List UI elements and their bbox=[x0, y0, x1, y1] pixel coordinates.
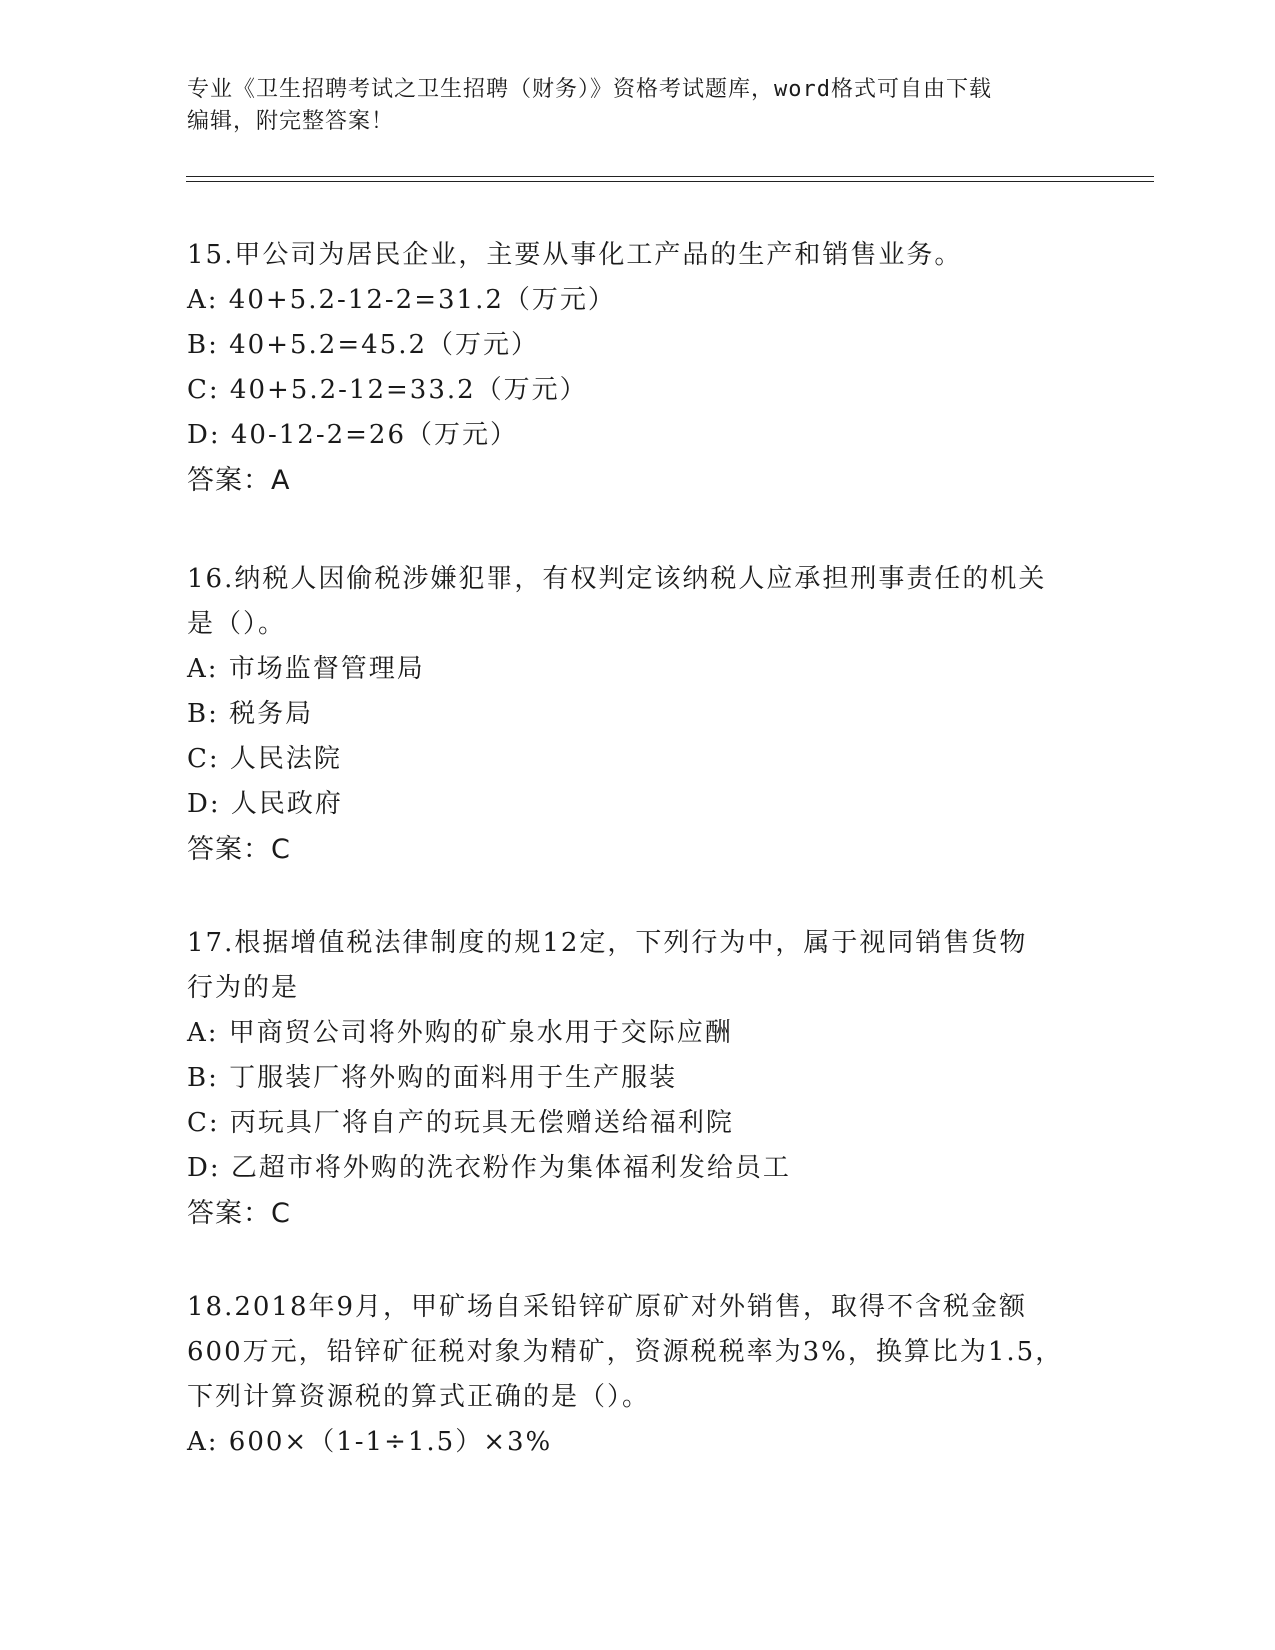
question-text: 16.纳税人因偷税涉嫌犯罪，有权判定该纳税人应承担刑事责任的机关 bbox=[187, 564, 1047, 594]
header-line-1: 专业《卫生招聘考试之卫生招聘（财务）》资格考试题库，word格式可自由下载 bbox=[187, 77, 992, 102]
header-line-2: 编辑，附完整答案！ bbox=[187, 109, 395, 134]
question-text-continued: 600万元，铅锌矿征税对象为精矿，资源税税率为3%，换算比为1.5， bbox=[187, 1337, 1064, 1367]
question-18 bbox=[187, 1285, 1087, 1465]
question-text-continued: 下列计算资源税的算式正确的是（）。 bbox=[187, 1382, 651, 1412]
option-b: B: 税务局 bbox=[187, 699, 314, 729]
option-b: B: 丁服装厂将外购的面料用于生产服装 bbox=[187, 1063, 678, 1093]
question-text: 15.甲公司为居民企业，主要从事化工产品的生产和销售业务。 bbox=[187, 240, 963, 270]
option-c: C: 40+5.2-12=33.2（万元） bbox=[187, 375, 588, 405]
question-text: 17.根据增值税法律制度的规12定，下列行为中，属于视同销售货物 bbox=[187, 928, 1028, 958]
answer-label: 答案：C bbox=[187, 1198, 291, 1229]
option-a: A: 600×（1-1÷1.5）×3% bbox=[187, 1427, 553, 1457]
option-c: C: 人民法院 bbox=[187, 744, 342, 774]
question-16 bbox=[187, 557, 1087, 872]
question-text-continued: 是（）。 bbox=[187, 609, 287, 639]
question-15 bbox=[187, 233, 1087, 503]
question-text-continued: 行为的是 bbox=[187, 973, 300, 1003]
document-header bbox=[187, 74, 1087, 138]
option-a: A: 市场监督管理局 bbox=[187, 654, 425, 684]
question-17 bbox=[187, 921, 1087, 1236]
option-a: A: 甲商贸公司将外购的矿泉水用于交际应酬 bbox=[187, 1018, 733, 1048]
answer-label: 答案：C bbox=[187, 834, 291, 865]
option-a: A: 40+5.2-12-2=31.2（万元） bbox=[187, 285, 616, 315]
question-text: 18.2018年9月，甲矿场自采铅锌矿原矿对外销售，取得不含税金额 bbox=[187, 1292, 1028, 1322]
option-d: D: 40-12-2=26（万元） bbox=[187, 420, 519, 450]
answer-label: 答案：A bbox=[187, 465, 291, 496]
header-divider-bottom bbox=[186, 181, 1154, 182]
option-c: C: 丙玩具厂将自产的玩具无偿赠送给福利院 bbox=[187, 1108, 734, 1138]
header-divider-top bbox=[186, 176, 1154, 177]
option-d: D: 乙超市将外购的洗衣粉作为集体福利发给员工 bbox=[187, 1153, 791, 1183]
option-b: B: 40+5.2=45.2（万元） bbox=[187, 330, 540, 360]
option-d: D: 人民政府 bbox=[187, 789, 343, 819]
